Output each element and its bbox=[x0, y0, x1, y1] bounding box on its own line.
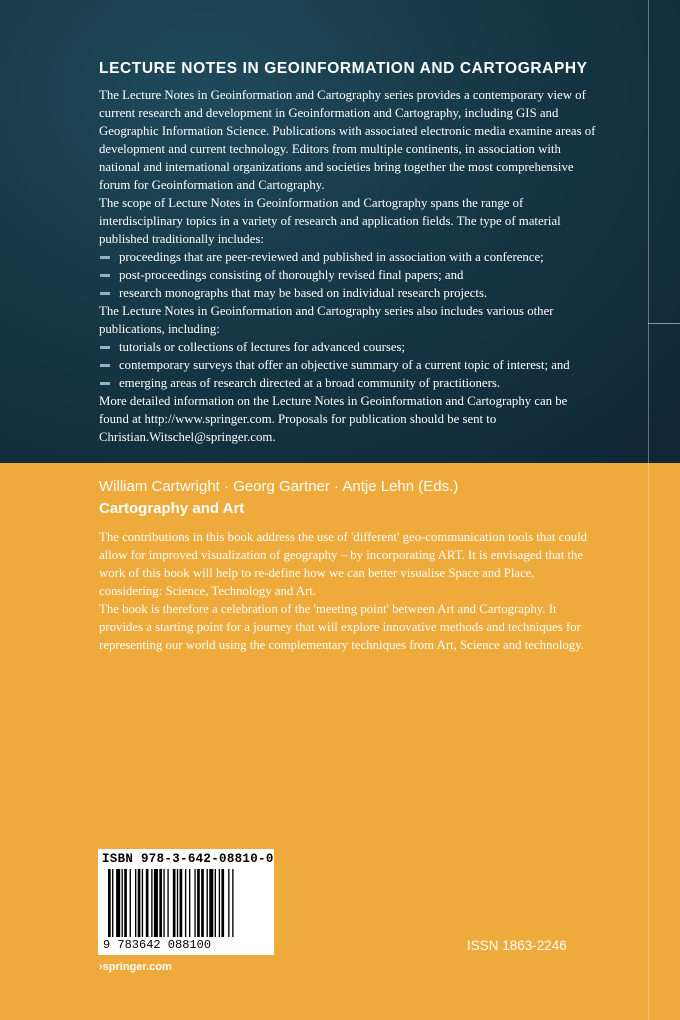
barcode-bar bbox=[130, 869, 131, 937]
list-item bbox=[99, 266, 599, 284]
barcode-bars bbox=[108, 869, 268, 937]
list-item-text: post-proceedings consisting of thoroughly revised final papers; and bbox=[119, 268, 464, 282]
barcode-bar bbox=[185, 869, 186, 937]
list-item-text: research monographs that may be based on individual research projects. bbox=[119, 286, 488, 300]
barcode-bar bbox=[221, 869, 224, 937]
series-title: LECTURE NOTES IN GEOINFORMATION AND CARTOGRAPHY bbox=[99, 60, 588, 77]
barcode-bar bbox=[215, 869, 216, 937]
spine-line bbox=[648, 0, 649, 1020]
barcode-bar bbox=[146, 869, 149, 937]
bullet-dash-icon bbox=[100, 292, 110, 295]
list-item-text: proceedings that are peer-reviewed and published in association with a conference; bbox=[119, 250, 544, 264]
barcode-bar bbox=[167, 869, 168, 937]
barcode-bar bbox=[154, 869, 158, 937]
barcode-bar bbox=[116, 869, 120, 937]
barcode-bar bbox=[207, 869, 208, 937]
barcode-bar bbox=[122, 869, 123, 937]
list-item-text: emerging areas of research directed at a broad community of practitioners. bbox=[119, 376, 501, 390]
list-item bbox=[99, 338, 599, 356]
barcode-bar bbox=[194, 869, 195, 937]
list-item bbox=[99, 284, 599, 302]
book-description bbox=[99, 528, 599, 654]
series-list-2 bbox=[99, 338, 599, 392]
barcode-bar bbox=[219, 869, 220, 937]
barcode-bar bbox=[108, 869, 111, 937]
book-title: Cartography and Art bbox=[99, 500, 245, 517]
isbn-label: ISBN 978-3-642-08810-0 bbox=[102, 852, 274, 866]
list-item bbox=[99, 356, 599, 374]
list-item-text: contemporary surveys that offer an objective summary of a current topic of interest; and bbox=[119, 358, 570, 372]
barcode-bar bbox=[197, 869, 200, 937]
barcode-bar bbox=[135, 869, 136, 937]
publisher-url: ›springer.com bbox=[99, 961, 172, 973]
barcode-bar bbox=[232, 869, 233, 937]
book-paragraph-1: The contributions in this book address the use of 'different' geo-communication tools that could allow for improved visualization of geography – by incorporating ART. It is envisaged that the work of this book will help to re-define how we can better visualise Space and Place, considering: Science, Technology and Art. bbox=[99, 530, 588, 598]
series-paragraph-2: The scope of Lecture Notes in Geoinformation and Cartography spans the range of interdisciplinary topics in a variety of research and application fields. The type of material published traditionally includes: bbox=[99, 196, 561, 246]
bullet-dash-icon bbox=[100, 256, 110, 259]
issn: ISSN 1863-2246 bbox=[467, 938, 567, 953]
barcode-bar bbox=[138, 869, 141, 937]
barcode bbox=[98, 849, 274, 955]
barcode-bar bbox=[159, 869, 162, 937]
series-paragraph-4: More detailed information on the Lecture Notes in Geoinformation and Cartography can be found at http://www.springer.com. Proposals for publication should be sent to Christian.Witschel@springer.com. bbox=[99, 394, 568, 444]
barcode-bar bbox=[124, 869, 127, 937]
barcode-bar bbox=[112, 869, 113, 937]
barcode-number: 9 783642 088100 bbox=[103, 938, 212, 952]
list-item bbox=[99, 374, 599, 392]
book-paragraph-2: The book is therefore a celebration of the 'meeting point' between Art and Cartography. It provides a starting point for a journey that will explore innovative methods and techniques for representing our world using the complementary techniques from Art, Science and technology. bbox=[99, 602, 584, 652]
barcode-bar bbox=[189, 869, 190, 937]
barcode-bar bbox=[163, 869, 164, 937]
series-paragraph-3: The Lecture Notes in Geoinformation and Cartography series also includes various other publications, including: bbox=[99, 304, 554, 336]
barcode-bar bbox=[201, 869, 204, 937]
barcode-bar bbox=[151, 869, 152, 937]
bullet-dash-icon bbox=[100, 364, 110, 367]
barcode-bar bbox=[209, 869, 213, 937]
spine-tick bbox=[648, 323, 680, 324]
bullet-dash-icon bbox=[100, 346, 110, 349]
barcode-bar bbox=[173, 869, 176, 937]
barcode-bar bbox=[142, 869, 143, 937]
barcode-bar bbox=[177, 869, 178, 937]
book-editors: William Cartwright · Georg Gartner · Antje Lehn (Eds.) bbox=[99, 478, 459, 495]
barcode-bar bbox=[228, 869, 229, 937]
series-description bbox=[99, 86, 599, 446]
series-paragraph-1: The Lecture Notes in Geoinformation and Cartography series provides a contemporary view of current research and development in Geoinformation and Cartography, including GIS and Geographic Information Science. Publications with associated electronic media examine areas of development and current technology. Editors from multiple continents, in association with national and international organizations and societies bring together the most comprehensive forum for Geoinformation and Cartography. bbox=[99, 88, 596, 192]
list-item bbox=[99, 248, 599, 266]
series-list-1 bbox=[99, 248, 599, 302]
bullet-dash-icon bbox=[100, 274, 110, 277]
barcode-bar bbox=[180, 869, 183, 937]
bullet-dash-icon bbox=[100, 382, 110, 385]
list-item-text: tutorials or collections of lectures for advanced courses; bbox=[119, 340, 406, 354]
